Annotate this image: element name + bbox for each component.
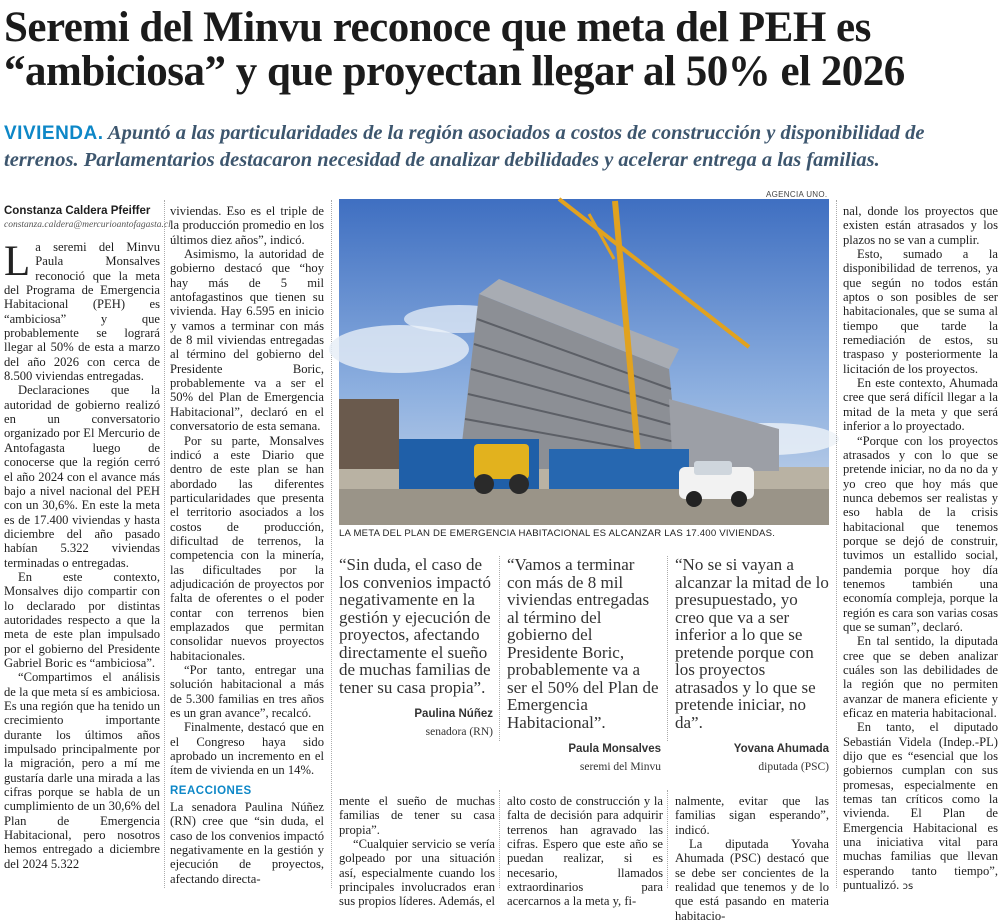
paragraph: La diputada Yovaha Ahumada (PSC) destacó que se debe ser concientes de la realidad que tenemos y de lo que está pasando en materia habitacio- [675,837,829,923]
paragraph: viviendas. Eso es el triple de la producción promedio en los últimos diez años”, indicó. [170,204,324,247]
byline-author: Constanza Caldera Pfeiffer [4,205,151,217]
drop-cap: L [4,238,31,285]
byline-email: constanza.caldera@mercurioantofagasta.cl [4,220,171,230]
column-divider [499,556,500,741]
paragraph: En este contexto, Ahumada cree que será difícil llegar a la mitad de la meta y que será inferior a lo proyectado. [843,376,998,434]
paragraph: nalmente, evitar que las familias sigan esperando”, indicó. [675,794,829,837]
paragraph: La senadora Paulina Núñez (RN) cree que “sin duda, el caso de los convenios impactó negativamente en la gestión y ejecución de proyectos, afectando directa- [170,800,324,886]
paragraph: Asimismo, la autoridad de gobierno destacó que “hoy hay más de 5 mil antofagastinos que tienen su vivienda. Hay 6.595 en inicio y vamos a terminar con más de 8 mil viviendas entregadas al término del gobierno del Presidente Boric, probablemente va a ser el 50% del Plan de Emergencia Habitacional”, declaró en el conversatorio de esta semana. [170,247,324,434]
quote-text: “No se si vayan a alcanzar la mitad de lo presupuestado, yo creo que va a ser inferior a lo que se pretende porque con los proyectos atrasados y lo que se pretende iniciar, no da”. [675,555,829,732]
column-6 [843,204,998,895]
paragraph: Por su parte, Monsalves indicó a este Diario que dentro de este plan se han abordado las diferentes particularidades que presenta el territorio asociados a los costos de producción, dificultad de terrenos, la competencia con la minería, las dificultades por la adjudicación de proyectos por falta de oferentes o el poder contar con terrenos bien emplazados que permitan consolidar nuevos proyectos habitacionales. [170,433,324,663]
column-divider [499,790,500,888]
quote-role: senadora (RN) [425,725,493,738]
quote-role: diputada (PSC) [758,760,829,773]
column-4 [507,794,663,909]
quote-text: “Vamos a terminar con más de 8 mil viviendas entregadas al término del gobierno del Presidente Boric, probablemente va a ser el 50% del Plan de Emergencia Habitacional”. [507,555,659,732]
paragraph: “Compartimos el análisis de la que meta sí es ambiciosa. Es una región que ha tenido un crecimiento importante durante los últimos años impulsado principalmente por la migración, pero a mí me gustaría darle una mirada a las cifras porque se habla de un cumplimiento de un 30,6% del Plan de Emergencia Habitacional, pero nosotros hemos entregado a diciembre del 2024 5.322 [4,670,160,871]
column-divider [667,556,668,741]
paragraph: alto costo de construcción y la falta de decisión para adquirir terrenos han agravado las cifras. Espero que este año se puedan realizar, si es necesario, llamados extraordinarios para acercarnos a la meta y, fi- [507,794,663,909]
column-divider [331,200,332,888]
paragraph: Finalmente, destacó que en el Congreso haya sido aprobado un incremento en el ítem de vivienda en un 14%. [170,720,324,778]
lead-paragraph [4,120,998,173]
column-5 [675,794,829,923]
column-divider [164,200,165,888]
quote-role: seremi del Minvu [579,760,661,773]
photo-credit: AGENCIA UNO. [766,190,828,199]
paragraph: Esto, sumado a la disponibilidad de terrenos, ya que según no todos están aptos o son posibles de ser habitacionales, que se suma al tiempo que tarde la remediación de estos, su traspaso y posteriormente la licitación de los proyectos. [843,247,998,376]
quote-author: Paulina Núñez [414,708,493,720]
construction-illustration [339,199,829,525]
paragraph-text: a seremi del Minvu Paula Monsalves reconoció que la meta del Programa de Emergencia Habitacional (PEH) es “ambiciosa” y que probablemente se logrará llegar al 50% de esta a marzo del año 2026 con cerca de 8.500 viviendas entregadas. [4,240,160,384]
column-divider [667,790,668,888]
headline-line-2: “ambiciosa” y que proyectan llegar al 50% el 2026 [4,48,905,95]
end-mark-icon: ↄꜱ [902,881,914,893]
pull-quote [339,556,493,741]
column-2 [170,204,324,886]
quote-text: “Sin duda, el caso de los convenios impactó negativamente en la gestión y ejecución de proyectos, afectando directamente el sueño de muchas familias de tener su casa propia”. [339,555,492,697]
paragraph-text: En tanto, el diputado Sebastián Videla (Indep.-PL) dijo que es “esencial que los gobiernos cumplan con sus promesas, especialmente en temas tan críticos como la vivienda. El Plan de Emergencia Habitacional es una iniciativa vital para muchas familias que llevan esperando tanto tiempo”, puntualizó. [843,720,998,893]
section-kicker: VIVIENDA. [4,123,104,144]
section-heading-reacciones: REACCIONES [170,784,252,797]
headline-line-1: Seremi del Minvu reconoce que meta del PEH es [4,4,871,51]
paragraph: En tal sentido, la diputada cree que se deben analizar cuáles son las debilidades de la región que no permiten avanzar de manera eficiente y eficaz en materia habitacional. [843,634,998,721]
paragraph: nal, donde los proyectos que existen están atrasados y los plazos no se van a cumplir. [843,204,998,247]
column-3 [339,794,495,909]
pull-quote [507,556,661,776]
paragraph: Declaraciones que la autoridad de gobierno realizó en un conversatorio organizado por El Mercurio de Antofagasta luego de conocerse que la región cerró el año 2024 con el avance más bajo a nivel nacional del PEH con un 30,6%. En este la meta es de 17.400 viviendas y hasta diciembre del año pasado habían 5.322 viviendas terminadas o entregadas. [4,383,160,570]
column-divider [836,200,837,888]
paragraph: “Por tanto, entregar una solución habitacional a más de 5.300 familias en tres años es un gran avance”, recalcó. [170,663,324,721]
paragraph [4,240,160,383]
quote-author: Paula Monsalves [568,743,661,755]
quote-author: Yovana Ahumada [733,743,829,755]
paragraph: “Cualquier servicio se vería golpeado por una situación así, especialmente cuando los principales involucrados eran sus propios líderes. Además, el [339,837,496,909]
headline [4,6,998,94]
paragraph [843,720,998,894]
paragraph: mente el sueño de muchas familias de tener su casa propia”. [339,794,495,837]
construction-photo [339,199,829,525]
paragraph: “Porque con los proyectos atrasados y con lo que se pretende iniciar, no da no da y yo creo que hoy más que nunca debemos ser realistas y eso habla de la crisis habitacional que tenemos porque se dejó de construir, tuvimos un estallido social, pandemia porque hoy día tenemos también una economía compleja, porque la región es cara son varias cosas que se suman”, declaró. [843,433,998,634]
pull-quote [675,556,829,776]
photo-caption: LA META DEL PLAN DE EMERGENCIA HABITACIONAL ES ALCANZAR LAS 17.400 VIVIENDAS. [339,528,776,539]
lead-text: Apuntó a las particularidades de la región asociados a costos de construcción y disponibilidad de terrenos. Parlamentarios destacaron necesidad de analizar debilidades y acelerar entrega a las familias. [4,122,925,171]
paragraph: En este contexto, Monsalves dijo compartir con lo declarado por distintas autoridades respecto a que la meta de este plan impulsado por el gobierno del Presidente Gabriel Boric es “ambiciosa”. [4,569,160,670]
column-1 [4,204,171,871]
